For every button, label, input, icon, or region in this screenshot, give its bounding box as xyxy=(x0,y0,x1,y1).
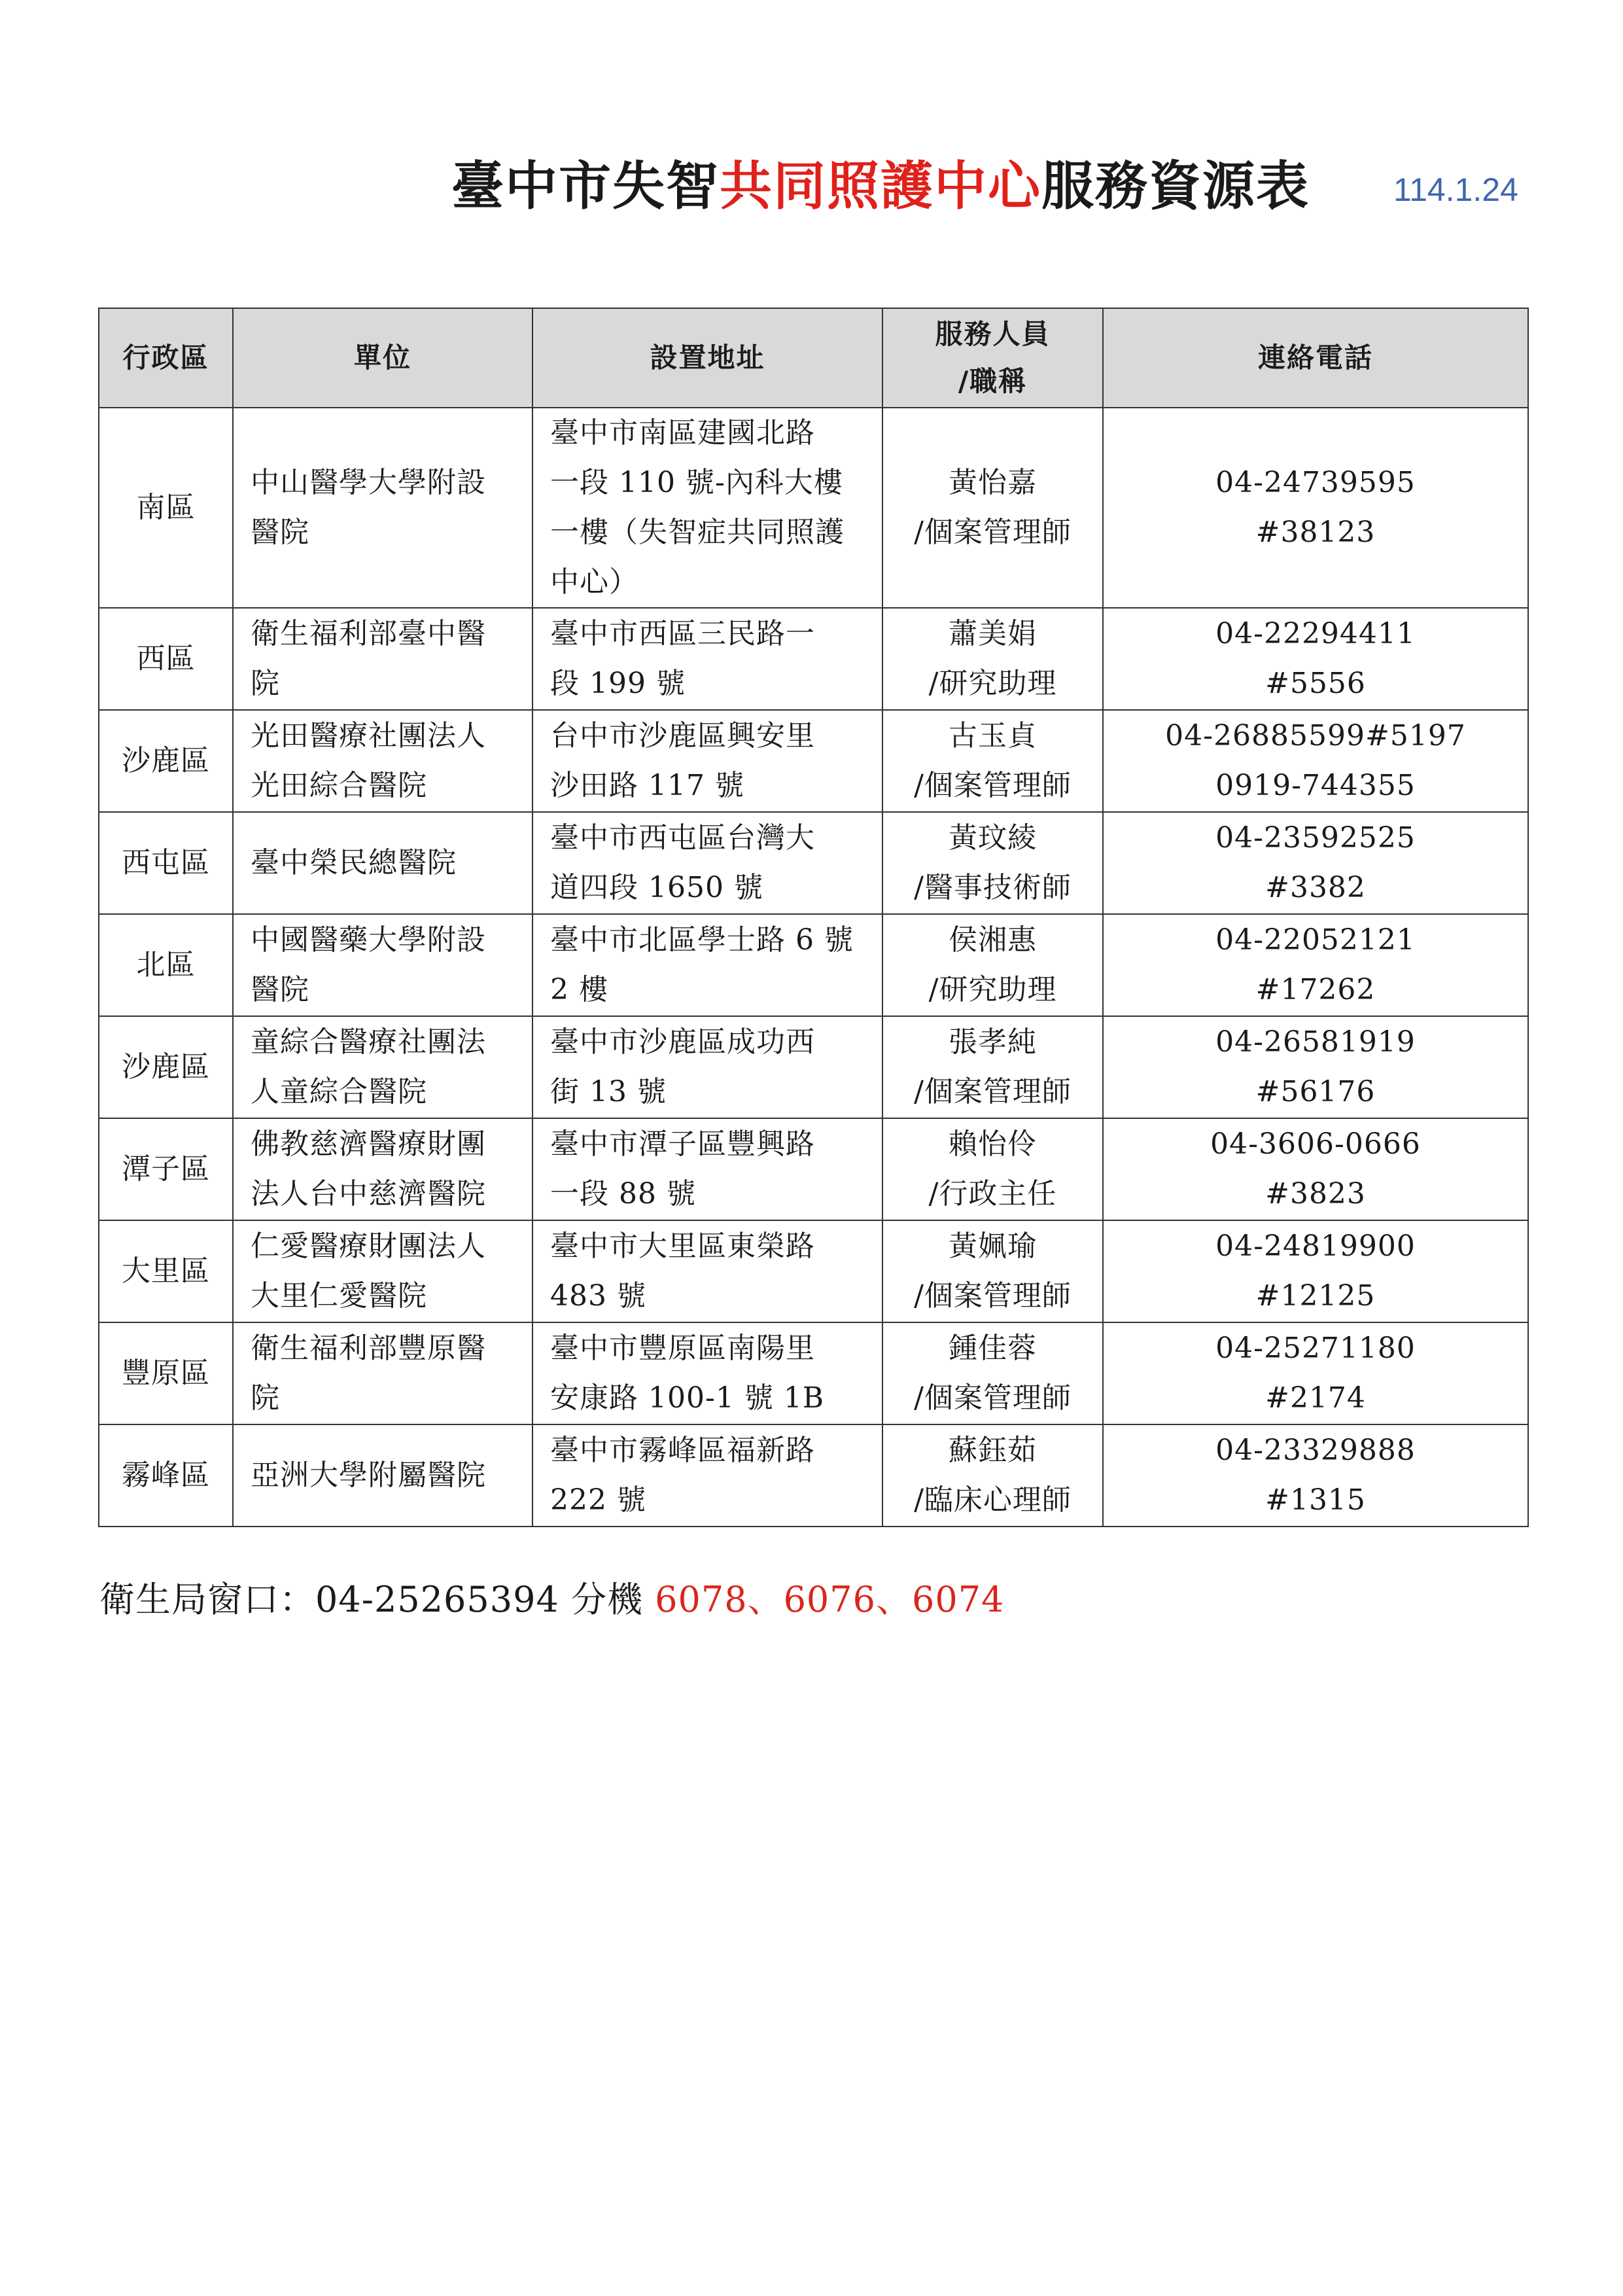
phone-line: #3382 xyxy=(1265,871,1366,904)
cell-unit xyxy=(233,1118,532,1220)
phone-line: #12125 xyxy=(1255,1279,1376,1313)
staff-line: 侯湘惠 xyxy=(949,923,1037,957)
address-line: 臺中市大里區東榮路 xyxy=(550,1229,815,1263)
cell-unit xyxy=(233,1322,532,1424)
cell-staff xyxy=(882,1322,1103,1424)
staff-line: /個案管理師 xyxy=(914,1381,1072,1415)
cell-district: 豐原區 xyxy=(99,1322,233,1424)
cell-staff xyxy=(882,1220,1103,1322)
unit-line: 醫院 xyxy=(251,973,309,1006)
address-line: 街 13 號 xyxy=(550,1075,667,1108)
phone-line: #1315 xyxy=(1265,1483,1366,1517)
address-line: 臺中市潭子區豐興路 xyxy=(550,1127,815,1161)
address-line: 段 199 號 xyxy=(550,667,686,700)
cell-unit xyxy=(233,1016,532,1118)
staff-line: /個案管理師 xyxy=(914,769,1072,802)
staff-line: /行政主任 xyxy=(928,1177,1057,1210)
address-line: 臺中市豐原區南陽里 xyxy=(550,1332,815,1365)
address-line: 沙田路 117 號 xyxy=(550,769,744,802)
address-line: 2 樓 xyxy=(550,973,608,1006)
cell-phone xyxy=(1103,1424,1528,1527)
address-line: 臺中市西屯區台灣大 xyxy=(550,821,815,855)
address-line: 一段 110 號-內科大樓 xyxy=(550,466,843,499)
phone-line: 0919-744355 xyxy=(1215,769,1416,802)
phone-line: #38123 xyxy=(1255,516,1376,549)
cell-phone xyxy=(1103,1016,1528,1118)
cell-district: 霧峰區 xyxy=(99,1424,233,1527)
address-line: 臺中市霧峰區福新路 xyxy=(550,1434,815,1467)
cell-phone xyxy=(1103,914,1528,1016)
table-row xyxy=(99,914,1528,1016)
cell-unit xyxy=(233,1220,532,1322)
staff-line: 張孝純 xyxy=(949,1025,1037,1059)
cell-phone xyxy=(1103,812,1528,914)
phone-line: 04-23592525 xyxy=(1215,821,1416,855)
address-line: 臺中市西區三民路一 xyxy=(550,617,815,650)
cell-unit xyxy=(233,710,532,812)
phone-line: 04-22052121 xyxy=(1215,923,1416,957)
cell-unit xyxy=(233,608,532,710)
cell-address xyxy=(532,608,882,710)
cell-address xyxy=(532,1118,882,1220)
table-row xyxy=(99,1220,1528,1322)
staff-line: /個案管理師 xyxy=(914,516,1072,549)
table-row xyxy=(99,1322,1528,1424)
cell-unit xyxy=(233,1424,532,1527)
cell-district: 沙鹿區 xyxy=(99,1016,233,1118)
page-title xyxy=(451,150,1310,222)
cell-staff xyxy=(882,710,1103,812)
cell-address xyxy=(532,1322,882,1424)
cell-district: 南區 xyxy=(99,408,233,608)
phone-line: 04-24819900 xyxy=(1215,1229,1416,1263)
staff-line: /研究助理 xyxy=(928,973,1057,1006)
table-row xyxy=(99,812,1528,914)
staff-line: 黃姵瑜 xyxy=(949,1229,1037,1263)
cell-phone xyxy=(1103,1220,1528,1322)
unit-line: 衛生福利部豐原醫 xyxy=(251,1332,486,1365)
address-line: 台中市沙鹿區興安里 xyxy=(550,719,815,752)
contact-label: 衛生局窗口：04-25265394 分機 xyxy=(99,1579,655,1620)
staff-line: 古玉貞 xyxy=(949,719,1037,752)
staff-line: 蘇鈺茹 xyxy=(949,1434,1037,1467)
header-district: 行政區 xyxy=(99,308,233,408)
table-row xyxy=(99,710,1528,812)
phone-line: 04-22294411 xyxy=(1215,617,1416,650)
header-address: 設置地址 xyxy=(532,308,882,408)
address-line: 臺中市南區建國北路 xyxy=(550,416,815,450)
phone-line: 04-23329888 xyxy=(1215,1434,1416,1467)
address-line: 道四段 1650 號 xyxy=(550,871,763,904)
unit-line: 仁愛醫療財團法人 xyxy=(251,1229,486,1263)
table-row xyxy=(99,1424,1528,1527)
phone-line: 04-24739595 xyxy=(1215,466,1416,499)
unit-line: 臺中榮民總醫院 xyxy=(251,846,457,879)
header-staff xyxy=(882,308,1103,408)
phone-line: #3823 xyxy=(1265,1177,1366,1210)
title-row xyxy=(0,150,1623,222)
address-line: 一段 88 號 xyxy=(550,1177,696,1210)
table-row xyxy=(99,608,1528,710)
unit-line: 中國醫藥大學附設 xyxy=(251,923,486,957)
unit-line: 亞洲大學附屬醫院 xyxy=(251,1458,486,1492)
unit-line: 院 xyxy=(251,1381,280,1415)
cell-address xyxy=(532,408,882,608)
address-line: 483 號 xyxy=(550,1279,646,1313)
phone-line: #17262 xyxy=(1255,973,1376,1006)
table-body xyxy=(99,408,1528,1527)
title-part-1: 臺中市失智 xyxy=(451,156,720,217)
header-unit: 單位 xyxy=(233,308,532,408)
staff-line: /臨床心理師 xyxy=(914,1483,1072,1517)
cell-unit xyxy=(233,408,532,608)
header-staff-line-2: /職稱 xyxy=(958,365,1028,397)
address-line: 臺中市北區學士路 6 號 xyxy=(550,923,854,957)
staff-line: 黃玟綾 xyxy=(949,821,1037,855)
cell-staff xyxy=(882,608,1103,710)
table-row xyxy=(99,1118,1528,1220)
cell-address xyxy=(532,1016,882,1118)
header-staff-line-1: 服務人員 xyxy=(935,318,1051,350)
contact-extensions: 6078、6076、6074 xyxy=(655,1579,1005,1620)
staff-line: /個案管理師 xyxy=(914,1279,1072,1313)
cell-staff xyxy=(882,1118,1103,1220)
address-line: 一樓（失智症共同照護 xyxy=(550,516,845,549)
health-bureau-contact xyxy=(99,1574,1004,1626)
cell-district: 北區 xyxy=(99,914,233,1016)
staff-line: /個案管理師 xyxy=(914,1075,1072,1108)
cell-phone xyxy=(1103,608,1528,710)
cell-district: 西區 xyxy=(99,608,233,710)
unit-line: 法人台中慈濟醫院 xyxy=(251,1177,486,1210)
document-date: 114.1.24 xyxy=(1393,171,1518,208)
cell-district: 大里區 xyxy=(99,1220,233,1322)
cell-address xyxy=(532,1220,882,1322)
cell-staff xyxy=(882,1016,1103,1118)
unit-line: 中山醫學大學附設 xyxy=(251,466,486,499)
unit-line: 衛生福利部臺中醫 xyxy=(251,617,486,650)
phone-line: 04-26885599#5197 xyxy=(1165,719,1466,752)
unit-line: 光田醫療社團法人 xyxy=(251,719,486,752)
cell-phone xyxy=(1103,408,1528,608)
phone-line: #2174 xyxy=(1265,1381,1366,1415)
phone-line: 04-26581919 xyxy=(1215,1025,1416,1059)
unit-line: 院 xyxy=(251,667,280,700)
cell-unit xyxy=(233,914,532,1016)
cell-staff xyxy=(882,812,1103,914)
unit-line: 人童綜合醫院 xyxy=(251,1075,427,1108)
staff-line: 黃怡嘉 xyxy=(949,466,1037,499)
cell-phone xyxy=(1103,1322,1528,1424)
cell-unit xyxy=(233,812,532,914)
unit-line: 佛教慈濟醫療財團 xyxy=(251,1127,486,1161)
cell-district: 沙鹿區 xyxy=(99,710,233,812)
cell-staff xyxy=(882,1424,1103,1527)
staff-line: 賴怡伶 xyxy=(949,1127,1037,1161)
cell-district: 西屯區 xyxy=(99,812,233,914)
cell-address xyxy=(532,914,882,1016)
phone-line: 04-3606-0666 xyxy=(1210,1127,1421,1161)
resource-table xyxy=(98,308,1529,1527)
address-line: 安康路 100-1 號 1B xyxy=(550,1381,825,1415)
title-part-2-highlight: 共同照護中心 xyxy=(720,156,1041,217)
table-row xyxy=(99,408,1528,608)
phone-line: #5556 xyxy=(1265,667,1366,700)
address-line: 222 號 xyxy=(550,1483,646,1517)
cell-staff xyxy=(882,914,1103,1016)
staff-line: 蕭美娟 xyxy=(949,617,1037,650)
header-phone: 連絡電話 xyxy=(1103,308,1528,408)
cell-address xyxy=(532,812,882,914)
address-line: 臺中市沙鹿區成功西 xyxy=(550,1025,815,1059)
phone-line: 04-25271180 xyxy=(1215,1332,1416,1365)
staff-line: /研究助理 xyxy=(928,667,1057,700)
table-header-row xyxy=(99,308,1528,408)
cell-district: 潭子區 xyxy=(99,1118,233,1220)
unit-line: 童綜合醫療社團法 xyxy=(251,1025,486,1059)
address-line: 中心） xyxy=(550,565,638,599)
cell-address xyxy=(532,710,882,812)
staff-line: 鍾佳蓉 xyxy=(949,1332,1037,1365)
cell-address xyxy=(532,1424,882,1527)
staff-line: /醫事技術師 xyxy=(914,871,1072,904)
cell-phone xyxy=(1103,1118,1528,1220)
title-part-3: 服務資源表 xyxy=(1041,156,1310,217)
cell-staff xyxy=(882,408,1103,608)
phone-line: #56176 xyxy=(1255,1075,1376,1108)
table-row xyxy=(99,1016,1528,1118)
unit-line: 醫院 xyxy=(251,516,309,549)
unit-line: 大里仁愛醫院 xyxy=(251,1279,427,1313)
unit-line: 光田綜合醫院 xyxy=(251,769,427,802)
cell-phone xyxy=(1103,710,1528,812)
